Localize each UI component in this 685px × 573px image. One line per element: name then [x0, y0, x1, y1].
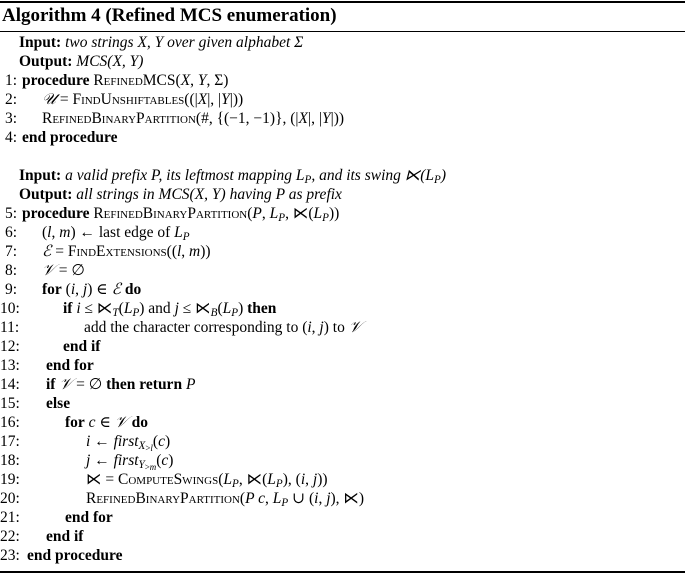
line-number: 22: — [0, 528, 20, 545]
line-number: 20: — [0, 490, 20, 507]
line-number: 13: — [0, 357, 20, 374]
line-number: 10: — [0, 300, 20, 317]
line-number: 12: — [0, 338, 20, 355]
line-number: 5: — [4, 205, 17, 222]
output-label: Output: — [19, 53, 73, 70]
line-number: 19: — [0, 471, 20, 488]
line-number: 9: — [4, 281, 17, 298]
input-description: two strings X, Y over given alphabet Σ — [65, 34, 304, 51]
algorithm-title: Algorithm 4 (Refined MCS enumeration) — [2, 5, 337, 26]
output-description: MCS(X, Y) — [76, 53, 144, 70]
line-number: 15: — [0, 395, 20, 412]
line-number: 11: — [0, 319, 20, 336]
output-description: all strings in MCS(X, Y) having P as prefix — [76, 186, 342, 203]
title-rule — [0, 31, 685, 32]
line-number: 18: — [0, 452, 20, 469]
line-number: 8: — [4, 262, 17, 279]
input-description: a valid prefix P, its leftmost mapping $L_P$, and its swing $⋉(L_P)$ — [65, 167, 447, 187]
output-label: Output: — [19, 186, 73, 203]
line-number: 3: — [4, 110, 17, 127]
line-number: 4: — [4, 129, 17, 146]
line-number: 6: — [4, 224, 17, 241]
line-number: 16: — [0, 414, 20, 431]
line-number: 23: — [0, 547, 20, 564]
input-label: Input: — [19, 34, 62, 51]
line-number: 21: — [0, 509, 20, 526]
line-number: 14: — [0, 376, 20, 393]
line-number: 7: — [4, 243, 17, 260]
line-number: 1: — [4, 72, 17, 89]
input-label: Input: — [19, 167, 62, 184]
line-number: 17: — [0, 433, 20, 450]
line-number: 2: — [4, 91, 17, 108]
